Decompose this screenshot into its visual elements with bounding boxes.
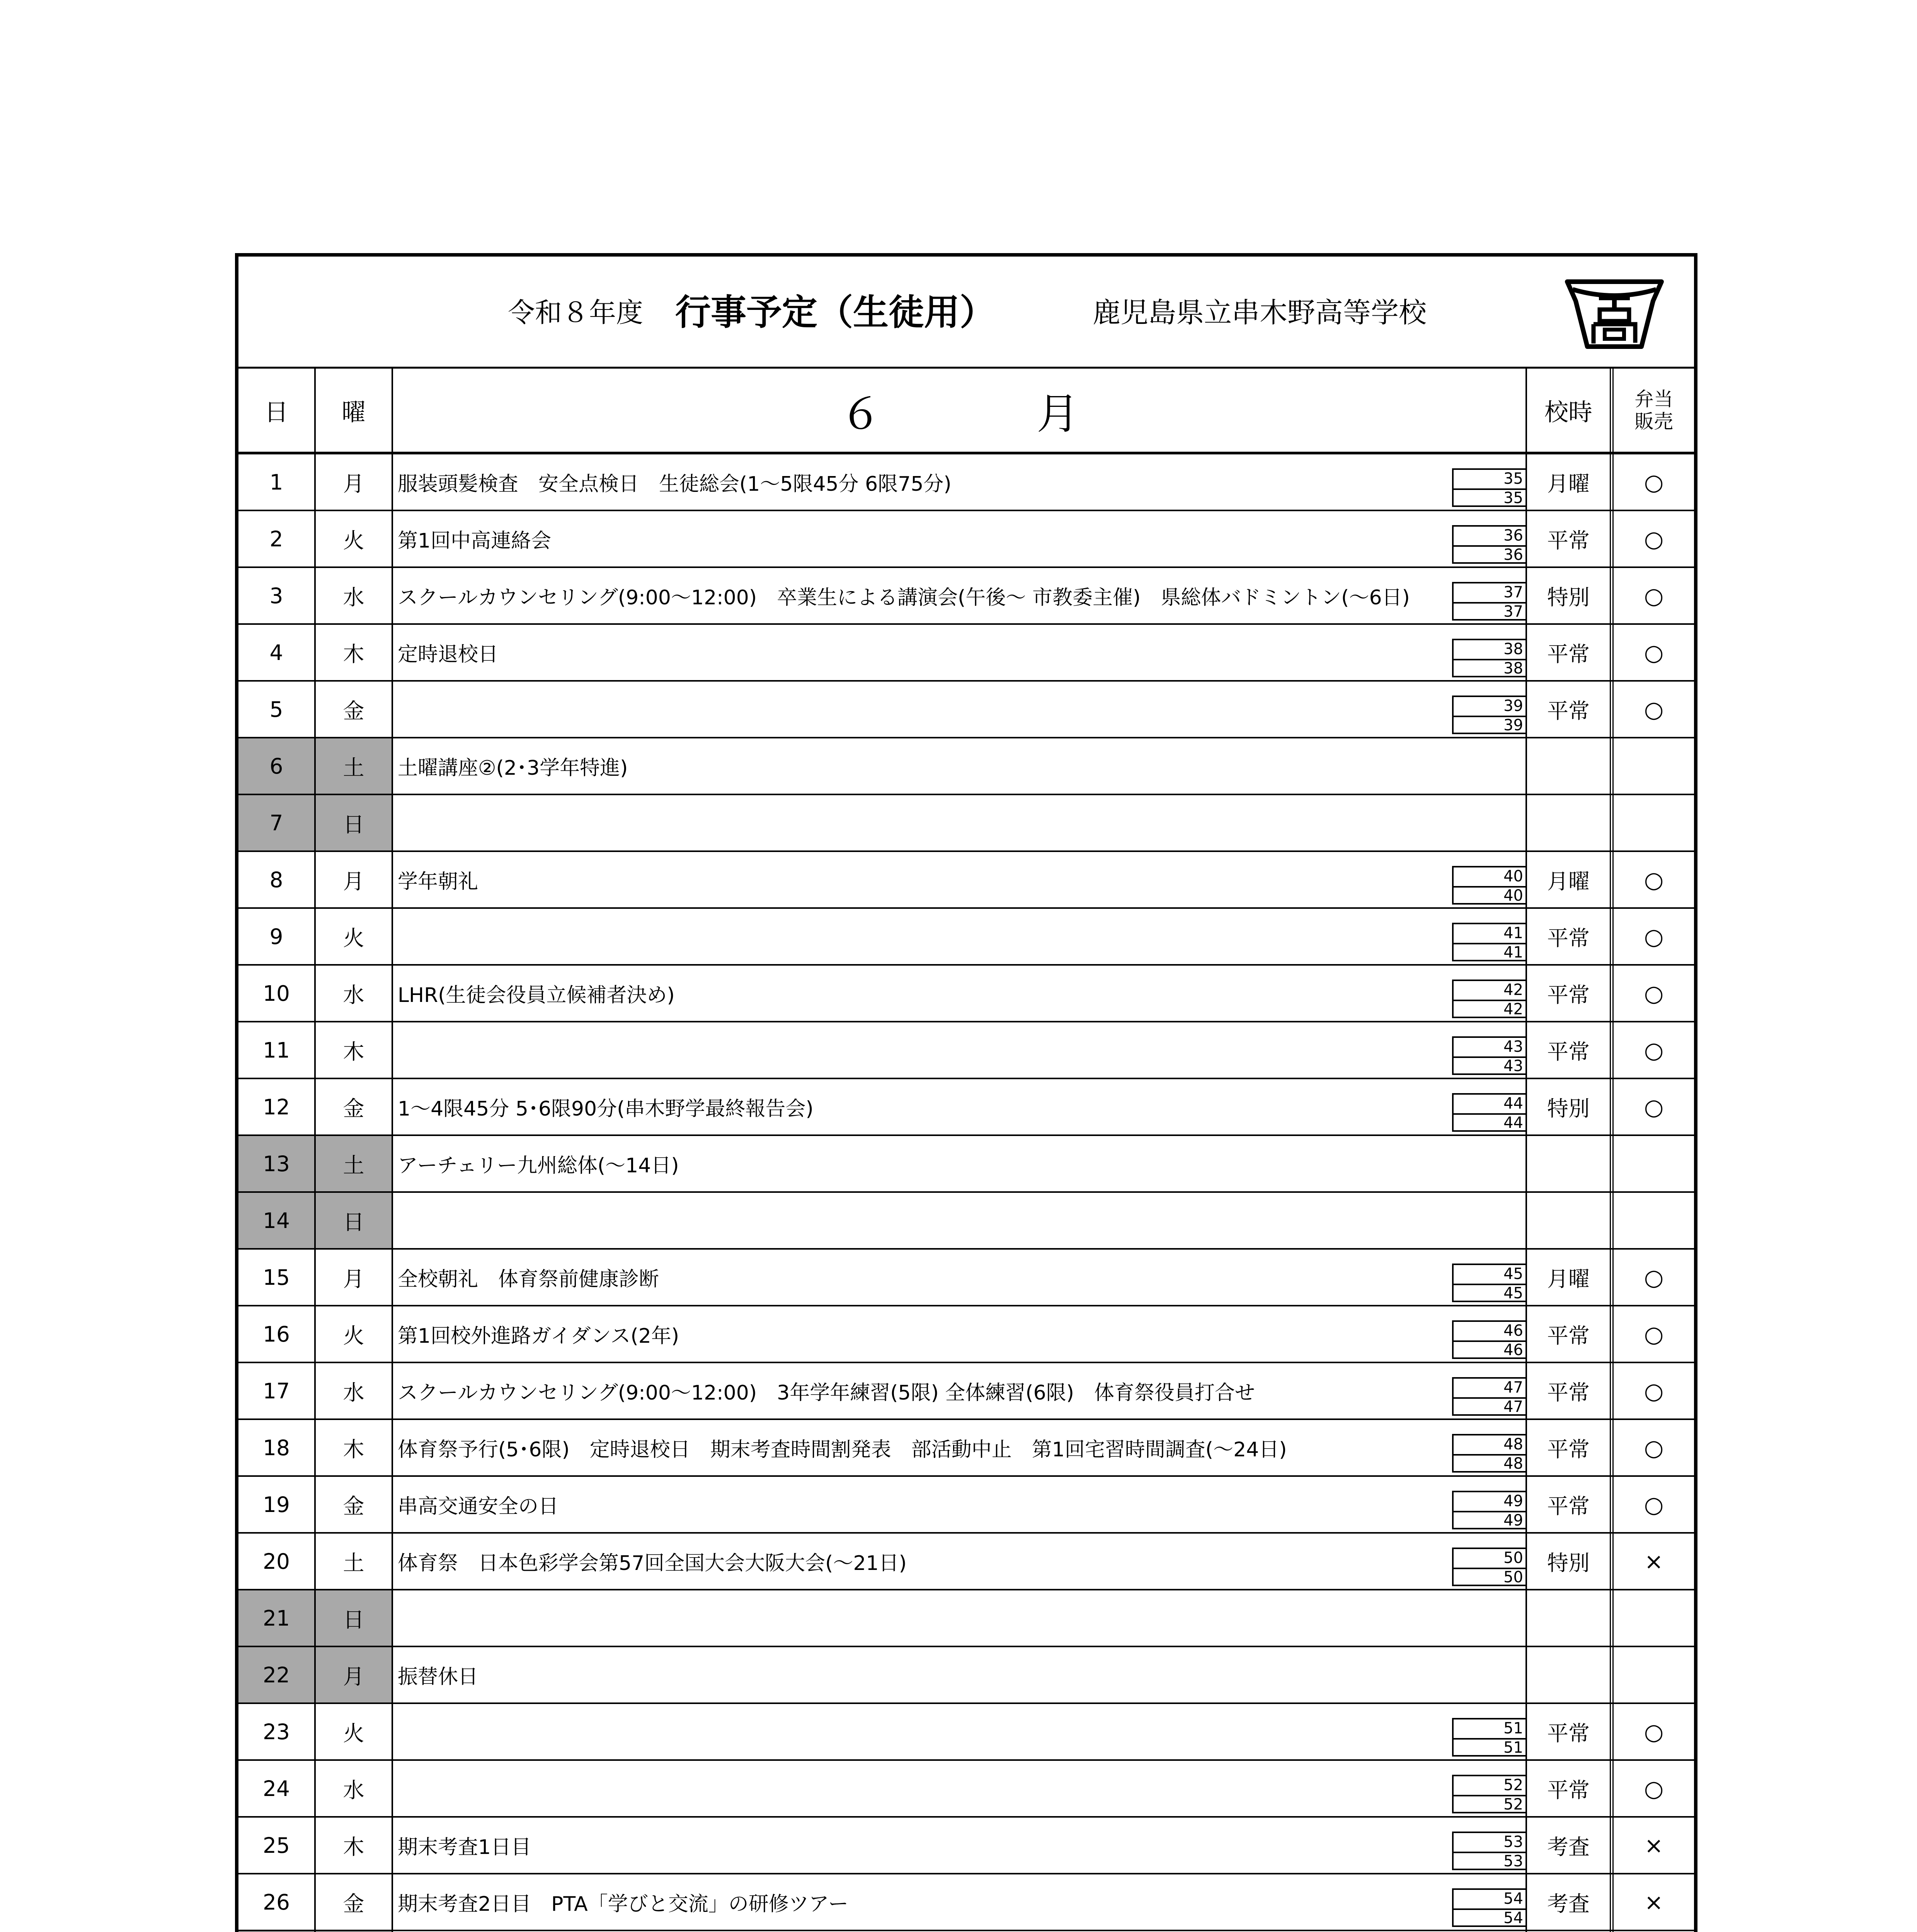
table-row (238, 852, 1694, 909)
event-cell: 第1回校外進路ガイダンス(2年) (393, 1306, 1527, 1362)
term-class-days: 39 (1503, 697, 1523, 715)
day-cell: 1 (238, 454, 316, 510)
event-cell: 体育祭 日本色彩学会第57回全国大会大阪大会(～21日) (393, 1534, 1527, 1589)
class-day-counter (1452, 468, 1525, 507)
term-class-days: 35 (1503, 470, 1523, 488)
day-cell: 18 (238, 1420, 316, 1475)
weekday-cell: 土 (316, 1534, 393, 1589)
table-row (238, 1420, 1694, 1477)
weekday-cell: 火 (316, 511, 393, 566)
day-cell: 15 (238, 1250, 316, 1305)
day-cell: 5 (238, 682, 316, 737)
term-class-days: 37 (1503, 583, 1523, 601)
term-class-days: 41 (1503, 924, 1523, 942)
day-cell: 23 (238, 1704, 316, 1759)
school-hours-cell: 特別 (1527, 1079, 1614, 1134)
term-class-days: 49 (1503, 1492, 1523, 1510)
term-class-days: 50 (1503, 1549, 1523, 1567)
event-cell (393, 909, 1527, 964)
lunch-sales-cell: ○ (1644, 1491, 1664, 1518)
table-row (238, 1193, 1694, 1250)
table-row (238, 1534, 1694, 1590)
lunch-sales-cell: ○ (1644, 1718, 1664, 1745)
annual-class-days: 52 (1503, 1796, 1523, 1813)
term-class-days: 53 (1503, 1833, 1523, 1851)
event-cell: LHR(生徒会役員立候補者決め) (393, 966, 1527, 1021)
annual-class-days: 49 (1503, 1512, 1523, 1529)
lunch-sales-cell: ○ (1644, 1378, 1664, 1404)
title-row (238, 257, 1694, 369)
table-row (238, 1477, 1694, 1534)
class-day-counter (1452, 582, 1525, 621)
event-cell: 第1回中高連絡会 (393, 511, 1527, 566)
table-row (238, 568, 1694, 625)
lunch-sales-cell: × (1644, 1889, 1663, 1915)
day-cell: 8 (238, 852, 316, 907)
school-hours-cell: 平常 (1527, 1306, 1614, 1362)
day-cell: 26 (238, 1874, 316, 1930)
weekday-cell: 月 (316, 852, 393, 907)
event-cell: 期末考査1日目 (393, 1818, 1527, 1873)
table-row (238, 1818, 1694, 1874)
school-hours-cell (1527, 738, 1614, 794)
event-cell: 串高交通安全の日 (393, 1477, 1527, 1532)
term-class-days: 46 (1503, 1322, 1523, 1340)
lunch-sales-cell: ○ (1644, 696, 1664, 723)
term-class-days: 44 (1503, 1095, 1523, 1112)
day-cell: 14 (238, 1193, 316, 1248)
column-header-row (238, 369, 1694, 454)
table-row (238, 1306, 1694, 1363)
day-cell: 21 (238, 1590, 316, 1646)
lunch-sales-cell: ○ (1644, 1434, 1664, 1461)
lunch-sales-cell: ○ (1644, 1094, 1664, 1120)
annual-class-days: 35 (1503, 489, 1523, 507)
page-title: 行事予定（生徒用） (675, 292, 996, 333)
weekday-cell: 金 (316, 682, 393, 737)
event-cell: 定時退校日 (393, 625, 1527, 680)
day-cell: 22 (238, 1647, 316, 1702)
day-cell: 12 (238, 1079, 316, 1134)
table-row (238, 1874, 1694, 1931)
class-day-counter (1452, 639, 1525, 677)
school-hours-cell: 月曜 (1527, 454, 1614, 510)
class-day-counter (1452, 1718, 1525, 1757)
event-cell (393, 795, 1527, 850)
term-class-days: 51 (1503, 1719, 1523, 1737)
lunch-sales-cell (1614, 1647, 1694, 1702)
event-cell: 土曜講座②(2･3学年特進) (393, 738, 1527, 794)
weekday-cell: 月 (316, 1647, 393, 1702)
weekday-cell: 火 (316, 1306, 393, 1362)
school-hours-cell: 月曜 (1527, 852, 1614, 907)
lunch-sales-cell: × (1644, 1832, 1663, 1859)
term-class-days: 40 (1503, 867, 1523, 885)
annual-class-days: 42 (1503, 1000, 1523, 1018)
annual-class-days: 46 (1503, 1341, 1523, 1359)
table-row (238, 1761, 1694, 1818)
lunch-sales-cell: ○ (1644, 582, 1664, 609)
day-cell: 6 (238, 738, 316, 794)
school-hours-cell (1527, 1193, 1614, 1248)
day-cell: 17 (238, 1363, 316, 1418)
school-emblem-icon (1564, 278, 1665, 351)
table-row (238, 1590, 1694, 1647)
weekday-cell: 月 (316, 454, 393, 510)
school-hours-cell: 平常 (1527, 966, 1614, 1021)
event-cell: 期末考査2日目 PTA「学びと交流」の研修ツアー (393, 1874, 1527, 1930)
day-cell: 13 (238, 1136, 316, 1191)
table-row (238, 1136, 1694, 1193)
school-hours-cell: 平常 (1527, 1420, 1614, 1475)
event-cell: 全校朝礼 体育祭前健康診断 (393, 1250, 1527, 1305)
event-cell: 1～4限45分 5･6限90分(串木野学最終報告会) (393, 1079, 1527, 1134)
annual-class-days: 40 (1503, 887, 1523, 905)
month-label: 月 (1037, 389, 1079, 439)
term-class-days: 54 (1503, 1890, 1523, 1908)
term-class-days: 45 (1503, 1265, 1523, 1283)
class-day-counter (1452, 696, 1525, 734)
column-header-school-hours: 校時 (1527, 369, 1614, 452)
table-row (238, 454, 1694, 511)
weekday-cell: 土 (316, 1136, 393, 1191)
term-class-days: 47 (1503, 1379, 1523, 1396)
event-cell (393, 1022, 1527, 1078)
annual-class-days: 43 (1503, 1057, 1523, 1075)
school-hours-cell: 平常 (1527, 682, 1614, 737)
day-cell: 25 (238, 1818, 316, 1873)
weekday-cell: 日 (316, 1193, 393, 1248)
term-class-days: 38 (1503, 640, 1523, 658)
weekday-cell: 水 (316, 1363, 393, 1418)
class-day-counter (1452, 1491, 1525, 1529)
event-cell: 学年朝礼 (393, 852, 1527, 907)
lunch-sales-cell: ○ (1644, 980, 1664, 1007)
weekday-cell: 木 (316, 1818, 393, 1873)
event-cell: スクールカウンセリング(9:00～12:00) 卒業生による講演会(午後～ 市教委主催) 県総体バドミントン(～6日) (393, 568, 1527, 623)
table-row (238, 966, 1694, 1022)
table-row (238, 1250, 1694, 1306)
school-hours-cell (1527, 795, 1614, 850)
school-hours-cell: 平常 (1527, 511, 1614, 566)
schedule-sheet (235, 253, 1697, 1932)
school-hours-cell: 平常 (1527, 1022, 1614, 1078)
annual-class-days: 37 (1503, 603, 1523, 621)
day-cell: 4 (238, 625, 316, 680)
lunch-sales-cell: ○ (1644, 1775, 1664, 1802)
lunch-sales-cell: ○ (1644, 1264, 1664, 1291)
day-cell: 10 (238, 966, 316, 1021)
event-cell: 服装頭髪検査 安全点検日 生徒総会(1～5限45分 6限75分) (393, 454, 1527, 510)
event-cell (393, 682, 1527, 737)
day-cell: 16 (238, 1306, 316, 1362)
table-row (238, 1022, 1694, 1079)
table-row (238, 1363, 1694, 1420)
event-cell (393, 1704, 1527, 1759)
lunch-sales-cell: ○ (1644, 1321, 1664, 1347)
weekday-cell: 月 (316, 1250, 393, 1305)
school-hours-cell: 平常 (1527, 1761, 1614, 1816)
day-cell: 20 (238, 1534, 316, 1589)
event-cell: アーチェリー九州総体(～14日) (393, 1136, 1527, 1191)
table-row (238, 1647, 1694, 1704)
class-day-counter (1452, 866, 1525, 905)
month-number: ６ (839, 389, 882, 439)
day-cell: 19 (238, 1477, 316, 1532)
school-hours-cell: 平常 (1527, 625, 1614, 680)
weekday-cell: 火 (316, 1704, 393, 1759)
annual-class-days: 51 (1503, 1739, 1523, 1757)
column-header-day: 日 (238, 369, 316, 452)
school-hours-cell: 考査 (1527, 1874, 1614, 1930)
column-header-weekday: 曜 (316, 369, 393, 452)
event-cell (393, 1193, 1527, 1248)
annual-class-days: 36 (1503, 546, 1523, 564)
event-cell: スクールカウンセリング(9:00～12:00) 3年学年練習(5限) 全体練習(6限) 体育祭役員打合せ (393, 1363, 1527, 1418)
class-day-counter (1452, 1036, 1525, 1075)
weekday-cell: 木 (316, 1022, 393, 1078)
column-header-month (393, 369, 1527, 452)
day-cell: 9 (238, 909, 316, 964)
school-hours-cell: 特別 (1527, 1534, 1614, 1589)
school-hours-cell (1527, 1647, 1614, 1702)
lunch-sales-cell: ○ (1644, 469, 1664, 495)
class-day-counter (1452, 1264, 1525, 1302)
annual-class-days: 50 (1503, 1568, 1523, 1586)
school-hours-cell: 平常 (1527, 1477, 1614, 1532)
annual-class-days: 48 (1503, 1455, 1523, 1473)
weekday-cell: 金 (316, 1874, 393, 1930)
class-day-counter (1452, 1320, 1525, 1359)
day-cell: 3 (238, 568, 316, 623)
table-row (238, 625, 1694, 682)
weekday-cell: 日 (316, 795, 393, 850)
day-cell: 2 (238, 511, 316, 566)
class-day-counter (1452, 1548, 1525, 1586)
school-hours-cell: 特別 (1527, 568, 1614, 623)
school-hours-cell: 平常 (1527, 1704, 1614, 1759)
term-class-days: 43 (1503, 1038, 1523, 1056)
weekday-cell: 土 (316, 738, 393, 794)
annual-class-days: 53 (1503, 1852, 1523, 1870)
weekday-cell: 金 (316, 1477, 393, 1532)
lunch-sales-cell: ○ (1644, 639, 1664, 666)
annual-class-days: 41 (1503, 944, 1523, 961)
term-class-days: 36 (1503, 527, 1523, 544)
weekday-cell: 水 (316, 1761, 393, 1816)
event-cell (393, 1590, 1527, 1646)
event-cell: 振替休日 (393, 1647, 1527, 1702)
annual-class-days: 54 (1503, 1909, 1523, 1927)
annual-class-days: 44 (1503, 1114, 1523, 1132)
lunch-sales-cell (1614, 1136, 1694, 1191)
day-cell: 11 (238, 1022, 316, 1078)
table-row (238, 1079, 1694, 1136)
lunch-sales-cell: × (1644, 1548, 1663, 1575)
school-hours-cell: 平常 (1527, 909, 1614, 964)
annual-class-days: 39 (1503, 716, 1523, 734)
table-row (238, 511, 1694, 568)
class-day-counter (1452, 1434, 1525, 1473)
column-header-lunch-sales (1614, 369, 1694, 452)
class-day-counter (1452, 1377, 1525, 1416)
day-cell: 24 (238, 1761, 316, 1816)
school-hours-cell: 月曜 (1527, 1250, 1614, 1305)
event-cell (393, 1761, 1527, 1816)
school-hours-cell: 考査 (1527, 1818, 1614, 1873)
day-cell: 7 (238, 795, 316, 850)
term-class-days: 42 (1503, 981, 1523, 999)
lunch-sales-cell: ○ (1644, 923, 1664, 950)
weekday-cell: 水 (316, 966, 393, 1021)
weekday-cell: 木 (316, 1420, 393, 1475)
fiscal-year: 令和８年度 (508, 297, 643, 328)
weekday-cell: 金 (316, 1079, 393, 1134)
school-hours-cell (1527, 1136, 1614, 1191)
lunch-sales-cell (1614, 1193, 1694, 1248)
school-hours-cell: 平常 (1527, 1363, 1614, 1418)
class-day-counter (1452, 1832, 1525, 1870)
weekday-cell: 火 (316, 909, 393, 964)
table-row (238, 682, 1694, 738)
class-day-counter (1452, 1775, 1525, 1813)
lunch-sales-cell: ○ (1644, 1037, 1664, 1063)
term-class-days: 52 (1503, 1776, 1523, 1794)
term-class-days: 48 (1503, 1435, 1523, 1453)
lunch-sales-cell: ○ (1644, 866, 1664, 893)
class-day-counter (1452, 525, 1525, 564)
school-hours-cell (1527, 1590, 1614, 1646)
event-cell: 体育祭予行(5･6限) 定時退校日 期末考査時間割発表 部活動中止 第1回宅習時間調査(～24日) (393, 1420, 1527, 1475)
annual-class-days: 47 (1503, 1398, 1523, 1416)
table-row (238, 738, 1694, 795)
lunch-header-line2: 販売 (1634, 410, 1673, 433)
class-day-counter (1452, 923, 1525, 961)
weekday-cell: 木 (316, 625, 393, 680)
annual-class-days: 45 (1503, 1284, 1523, 1302)
annual-class-days: 38 (1503, 660, 1523, 677)
weekday-cell: 水 (316, 568, 393, 623)
weekday-cell: 日 (316, 1590, 393, 1646)
class-day-counter (1452, 980, 1525, 1018)
lunch-sales-cell (1614, 1590, 1694, 1646)
table-row (238, 909, 1694, 966)
table-row (238, 795, 1694, 852)
lunch-header-line1: 弁当 (1634, 388, 1673, 410)
class-day-counter (1452, 1093, 1525, 1132)
class-day-counter (1452, 1888, 1525, 1927)
school-name: 鹿児島県立串木野高等学校 (1093, 296, 1427, 329)
lunch-sales-cell: ○ (1644, 526, 1664, 552)
table-row (238, 1704, 1694, 1761)
lunch-sales-cell (1614, 795, 1694, 850)
lunch-sales-cell (1614, 738, 1694, 794)
